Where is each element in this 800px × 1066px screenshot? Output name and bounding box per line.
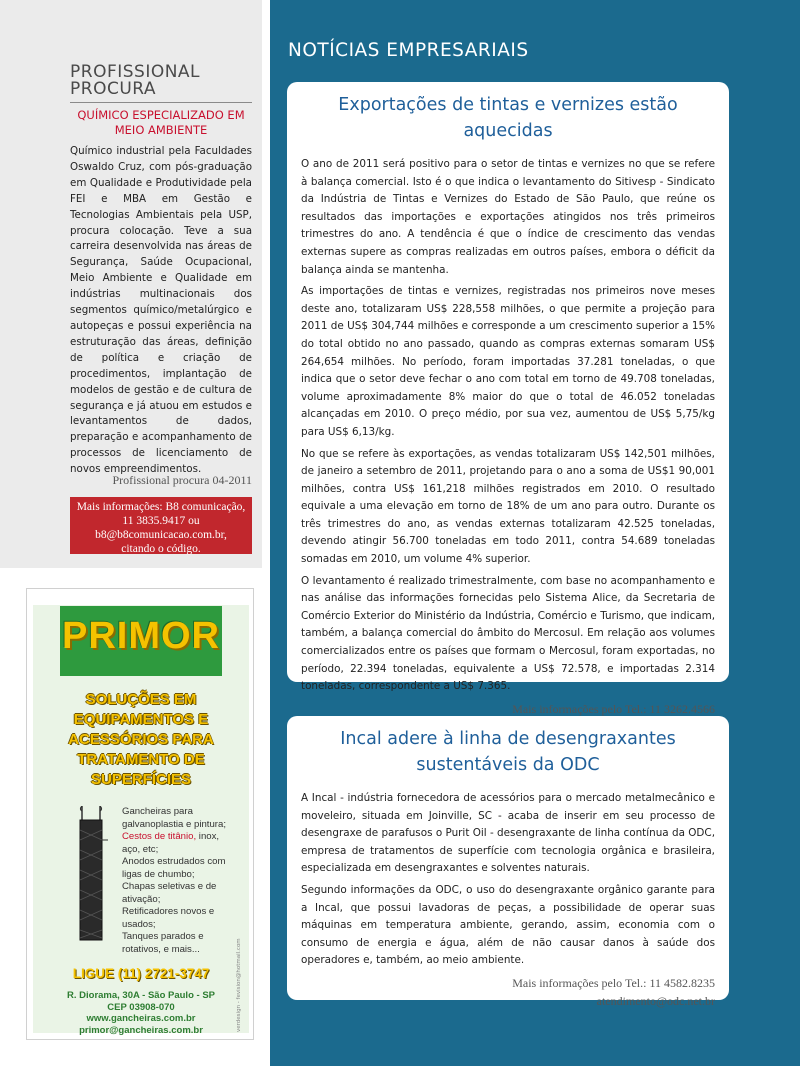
article-contact-phone: Mais informações pelo Tel.: 11 3262.4566 (512, 701, 715, 716)
article-paragraph: No que se refere às exportações, as vendas totalizaram US$ 142,501 milhões, de janeiro a setembro de 2011, projetando para o ano a soma de US$1 90,001 milhões, contra US$ 161,218 milhões registrados em 2010. O resultado equivale a uma elevação em torno de 18% de um ano para outro. Durante os três trimestres do ano, as vendas externas totalizaram 42.525 toneladas, devendo atingir 56.700 toneladas em todo 2011, contra 54.689 toneladas somadas em 2010, um volume 4% superior. (301, 447, 715, 566)
primor-website-link[interactable]: www.gancheiras.com.br (86, 1013, 196, 1024)
article-paragraph: A Incal - indústria fornecedora de acessórios para o mercado metalmecânico e moveleiro, situada em Joinville, SC - acaba de inserir em seu processo de desengraxe de parafusos o Purit Oil - desengraxante de linha contínua da ODC, empresa de tratamentos de superfície com tecnologia orgânica e brasileira, especializada em desengraxantes e solventes naturais. (301, 792, 715, 875)
article-body (301, 790, 715, 970)
product-item: Tanques parados e (122, 931, 204, 942)
profissional-procura-more-info (70, 497, 252, 554)
article-body (301, 156, 715, 696)
primor-contact (33, 990, 249, 1036)
gancheira-rack-icon (74, 806, 108, 942)
product-item (122, 831, 252, 844)
primor-slogan: SOLUÇÕES EM EQUIPAMENTOS E ACESSÓRIOS PARA TRATAMENTO DE SUPERFÍCIES (68, 691, 214, 788)
profissional-procura-body: Químico industrial pela Faculdades Oswaldo Cruz, com pós-graduação em Qualidade e Produtividade pela FEI e MBA em Gestão e Tecnologias Ambientais pela USP, procura colocação. Teve a sua carreira desenvolvida nas áreas de Segurança, Saúde Ocupacional, Meio Ambiente e Qualidade em indústrias multinacionais dos segmentos químico/metalúrgico e autopeças e possui experiência na estruturação das áreas, definição de política e criação de procedimentos, implantação de modelos de gestão e de cultura de segurança e já atuou em estudos e levantamentos de dados, preparação e acompanhamento de processos de licenciamento de novos empreendimentos. (70, 145, 252, 476)
product-item: ativação; (122, 893, 161, 905)
article-title: Incal adere à linha de desengraxantes sustentáveis da ODC (340, 729, 676, 775)
article-contact (301, 974, 715, 1010)
primor-logo: PRIMOR (62, 615, 220, 657)
product-item-highlight: Cestos de titânio, (122, 831, 197, 842)
more-info-line: citando o código. (121, 543, 201, 555)
product-item-rest: inox, (196, 831, 220, 842)
primor-address: R. Diorama, 30A - São Paulo - SP (67, 990, 215, 1001)
more-info-line: 11 3835.9417 ou (122, 515, 200, 527)
more-info-line: Mais informações: B8 comunicação, (76, 501, 246, 513)
primor-phone: LIGUE (11) 2721-3747 (72, 966, 210, 981)
profissional-procura-title: PROFISSIONAL PROCURA (70, 64, 252, 103)
column-gutter (262, 0, 270, 1066)
article-paragraph: Segundo informações da ODC, o uso do desengraxante orgânico garante para a Incal, que possui lavadoras de peças, a possibilidade de operar suas máquinas em temperatura ambiente, gerando, assim, economia com o consumo de energia e água, além de não causar danos à saúde dos operadores e, também, ao meio ambiente. (301, 883, 715, 967)
product-item: ligas de chumbo; (122, 868, 195, 880)
article-paragraph: O ano de 2011 será positivo para o setor de tintas e vernizes no que se refere à balança comercial. Isto é o que indica o levantamento do Sitivesp - Sindicato da Indústria de Tintas e Vernizes do Estado de São Paulo, que reúne os resultados das importações e exportações atingidos nos três primeiros trimestres do ano. A tendência é que o índice de crescimento das vendas externas supere as compras realizadas em outros países, embora o déficit da balança ainda se mantenha. (301, 158, 715, 276)
profissional-procura-reference: Profissional procura 04-2011 (112, 473, 252, 487)
product-item: aço, etc; (122, 843, 159, 855)
product-item: rotativos, e mais... (122, 943, 200, 955)
article-paragraph: O levantamento é realizado trimestralmente, com base no acompanhamento e nas análise das informações fornecidas pelo Sistema Alice, da Secretaria de Comércio Exterior do Ministério da Indústria, Comércio e Turismo, que indicam, também, a balança comercial do âmbito do Mercosul. Em relação aos volumes comercializados entre os países que formam o Mercosul, foram exportadas, no período, 22.394 toneladas, equivalente a US$ 72.578, e importadas 2.314 toneladas, correspondente a US$ 7.365. (301, 574, 715, 693)
article-paragraph: As importações de tintas e vernizes, registradas nos primeiros nove meses deste ano, totalizaram US$ 228,558 milhões, o que permite a projeção para 2011 de US$ 304,744 milhões e corresponde a um crescimento superior a 15% do total obtido no ano passado, quando as compras externas somaram US$ 264,654 milhões. No período, foram importadas 37.281 toneladas, o que indica que o setor deve fechar o ano com total em torno de 49.708 toneladas, volume aproximadamente 8% maior do que o total de 46.052 toneladas alcançadas em 2010. O preço médio, por sua vez, aumentou de US$ 5,75/kg para US$ 6,13/kg. (301, 285, 715, 438)
product-item: galvanoplastia e pintura; (122, 818, 227, 830)
ad-design-credit: verdesign - fevision@hotmail.com (236, 938, 242, 1032)
product-item: Chapas seletivas e de (122, 881, 217, 892)
article-contact-phone: Mais informações pelo Tel.: 11 4582.8235 (512, 975, 715, 990)
product-item: Gancheiras para (122, 806, 193, 817)
article-card-tintas (287, 82, 729, 716)
profissional-procura-subtitle: QUÍMICO ESPECIALIZADO EM MEIO AMBIENTE (77, 108, 245, 137)
product-item: Anodos estrudados com (122, 856, 226, 867)
product-item: Retificadores novos e (122, 906, 215, 917)
article-card-incal (287, 716, 729, 1008)
primor-product-list (122, 806, 252, 956)
article-title: Exportações de tintas e vernizes estão aquecidas (338, 95, 678, 141)
section-title: NOTÍCIAS EMPRESARIAIS (288, 40, 529, 61)
primor-cep: CEP 03908-070 (107, 1001, 175, 1013)
article-contact-email[interactable]: atendimento@odc.net.br (596, 993, 715, 1008)
primor-email-link[interactable]: primor@gancheiras.com.br (79, 1024, 203, 1036)
more-info-email[interactable]: b8@b8comunicacao.com.br, (95, 529, 227, 541)
product-item: usados; (122, 918, 156, 930)
